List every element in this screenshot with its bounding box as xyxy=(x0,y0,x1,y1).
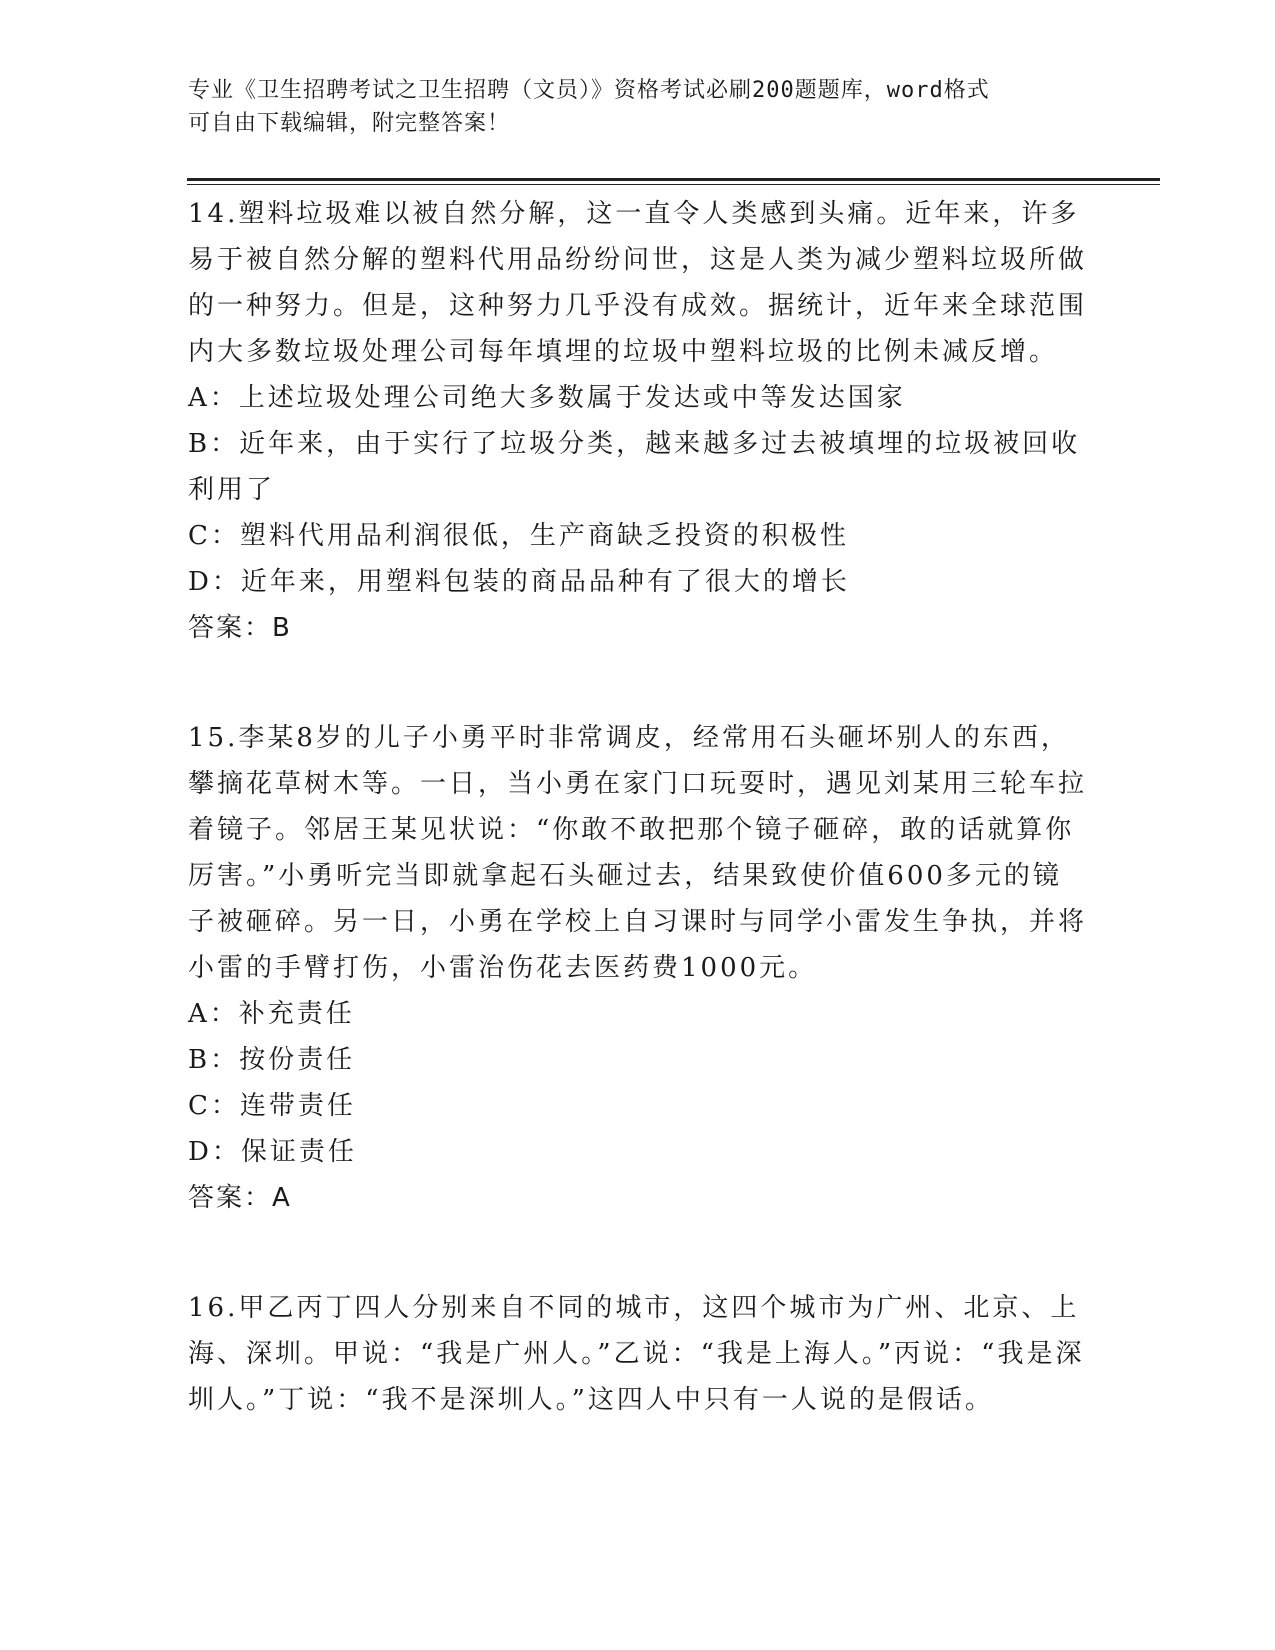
header-divider-thick xyxy=(187,178,1160,181)
question-stem: 16.甲乙丙丁四人分别来自不同的城市，这四个城市为广州、北京、上海、深圳。甲说：“我是广州人。”乙说：“我是上海人。”丙说：“我是深圳人。”丁说：“我不是深圳人。”这四人中只有一人说的是假话。 xyxy=(188,1293,1085,1415)
questions-list xyxy=(188,191,1088,1423)
answer-label: 答案：B xyxy=(188,613,292,643)
question-16 xyxy=(188,1285,1088,1423)
question-stem: 15.李某8岁的儿子小勇平时非常调皮，经常用石头砸坏别人的东西，攀摘花草树木等。一日，当小勇在家门口玩耍时，遇见刘某用三轮车拉着镜子。邻居王某见状说：“你敢不敢把那个镜子砸碎，敢的话就算你厉害。”小勇听完当即就拿起石头砸过去，结果致使价值600多元的镜子被砸碎。另一日，小勇在学校上自习课时与同学小雷发生争执，并将小雷的手臂打伤，小雷治伤花去医药费1000元。 xyxy=(188,723,1088,983)
option-d: D：保证责任 xyxy=(188,1137,357,1167)
header-line-2: 可自由下载编辑，附完整答案！ xyxy=(188,111,511,136)
question-spacer xyxy=(188,651,1088,715)
option-c: C：塑料代用品利润很低，生产商缺乏投资的积极性 xyxy=(188,521,849,551)
question-stem: 14.塑料垃圾难以被自然分解，这一直令人类感到头痛。近年来，许多易于被自然分解的塑料代用品纷纷问世，这是人类为减少塑料垃圾所做的一种努力。但是，这种努力几乎没有成效。据统计，近年来全球范围内大多数垃圾处理公司每年填埋的垃圾中塑料垃圾的比例未减反增。 xyxy=(188,199,1088,367)
document-header xyxy=(188,74,1068,140)
question-14 xyxy=(188,191,1088,651)
option-a: A：上述垃圾处理公司绝大多数属于发达或中等发达国家 xyxy=(188,383,906,413)
option-b: B：近年来，由于实行了垃圾分类，越来越多过去被填埋的垃圾被回收利用了 xyxy=(188,429,1081,505)
option-c: C：连带责任 xyxy=(188,1091,356,1121)
option-b: B：按份责任 xyxy=(188,1045,356,1075)
answer-label: 答案：A xyxy=(188,1183,292,1213)
header-line-1: 专业《卫生招聘考试之卫生招聘（文员）》资格考试必刷200题题库，word格式 xyxy=(188,78,990,103)
question-15 xyxy=(188,715,1088,1221)
option-d: D：近年来，用塑料包装的商品品种有了很大的增长 xyxy=(188,567,850,597)
question-spacer xyxy=(188,1221,1088,1285)
option-a: A：补充责任 xyxy=(188,999,355,1029)
header-divider-thin xyxy=(187,184,1160,185)
